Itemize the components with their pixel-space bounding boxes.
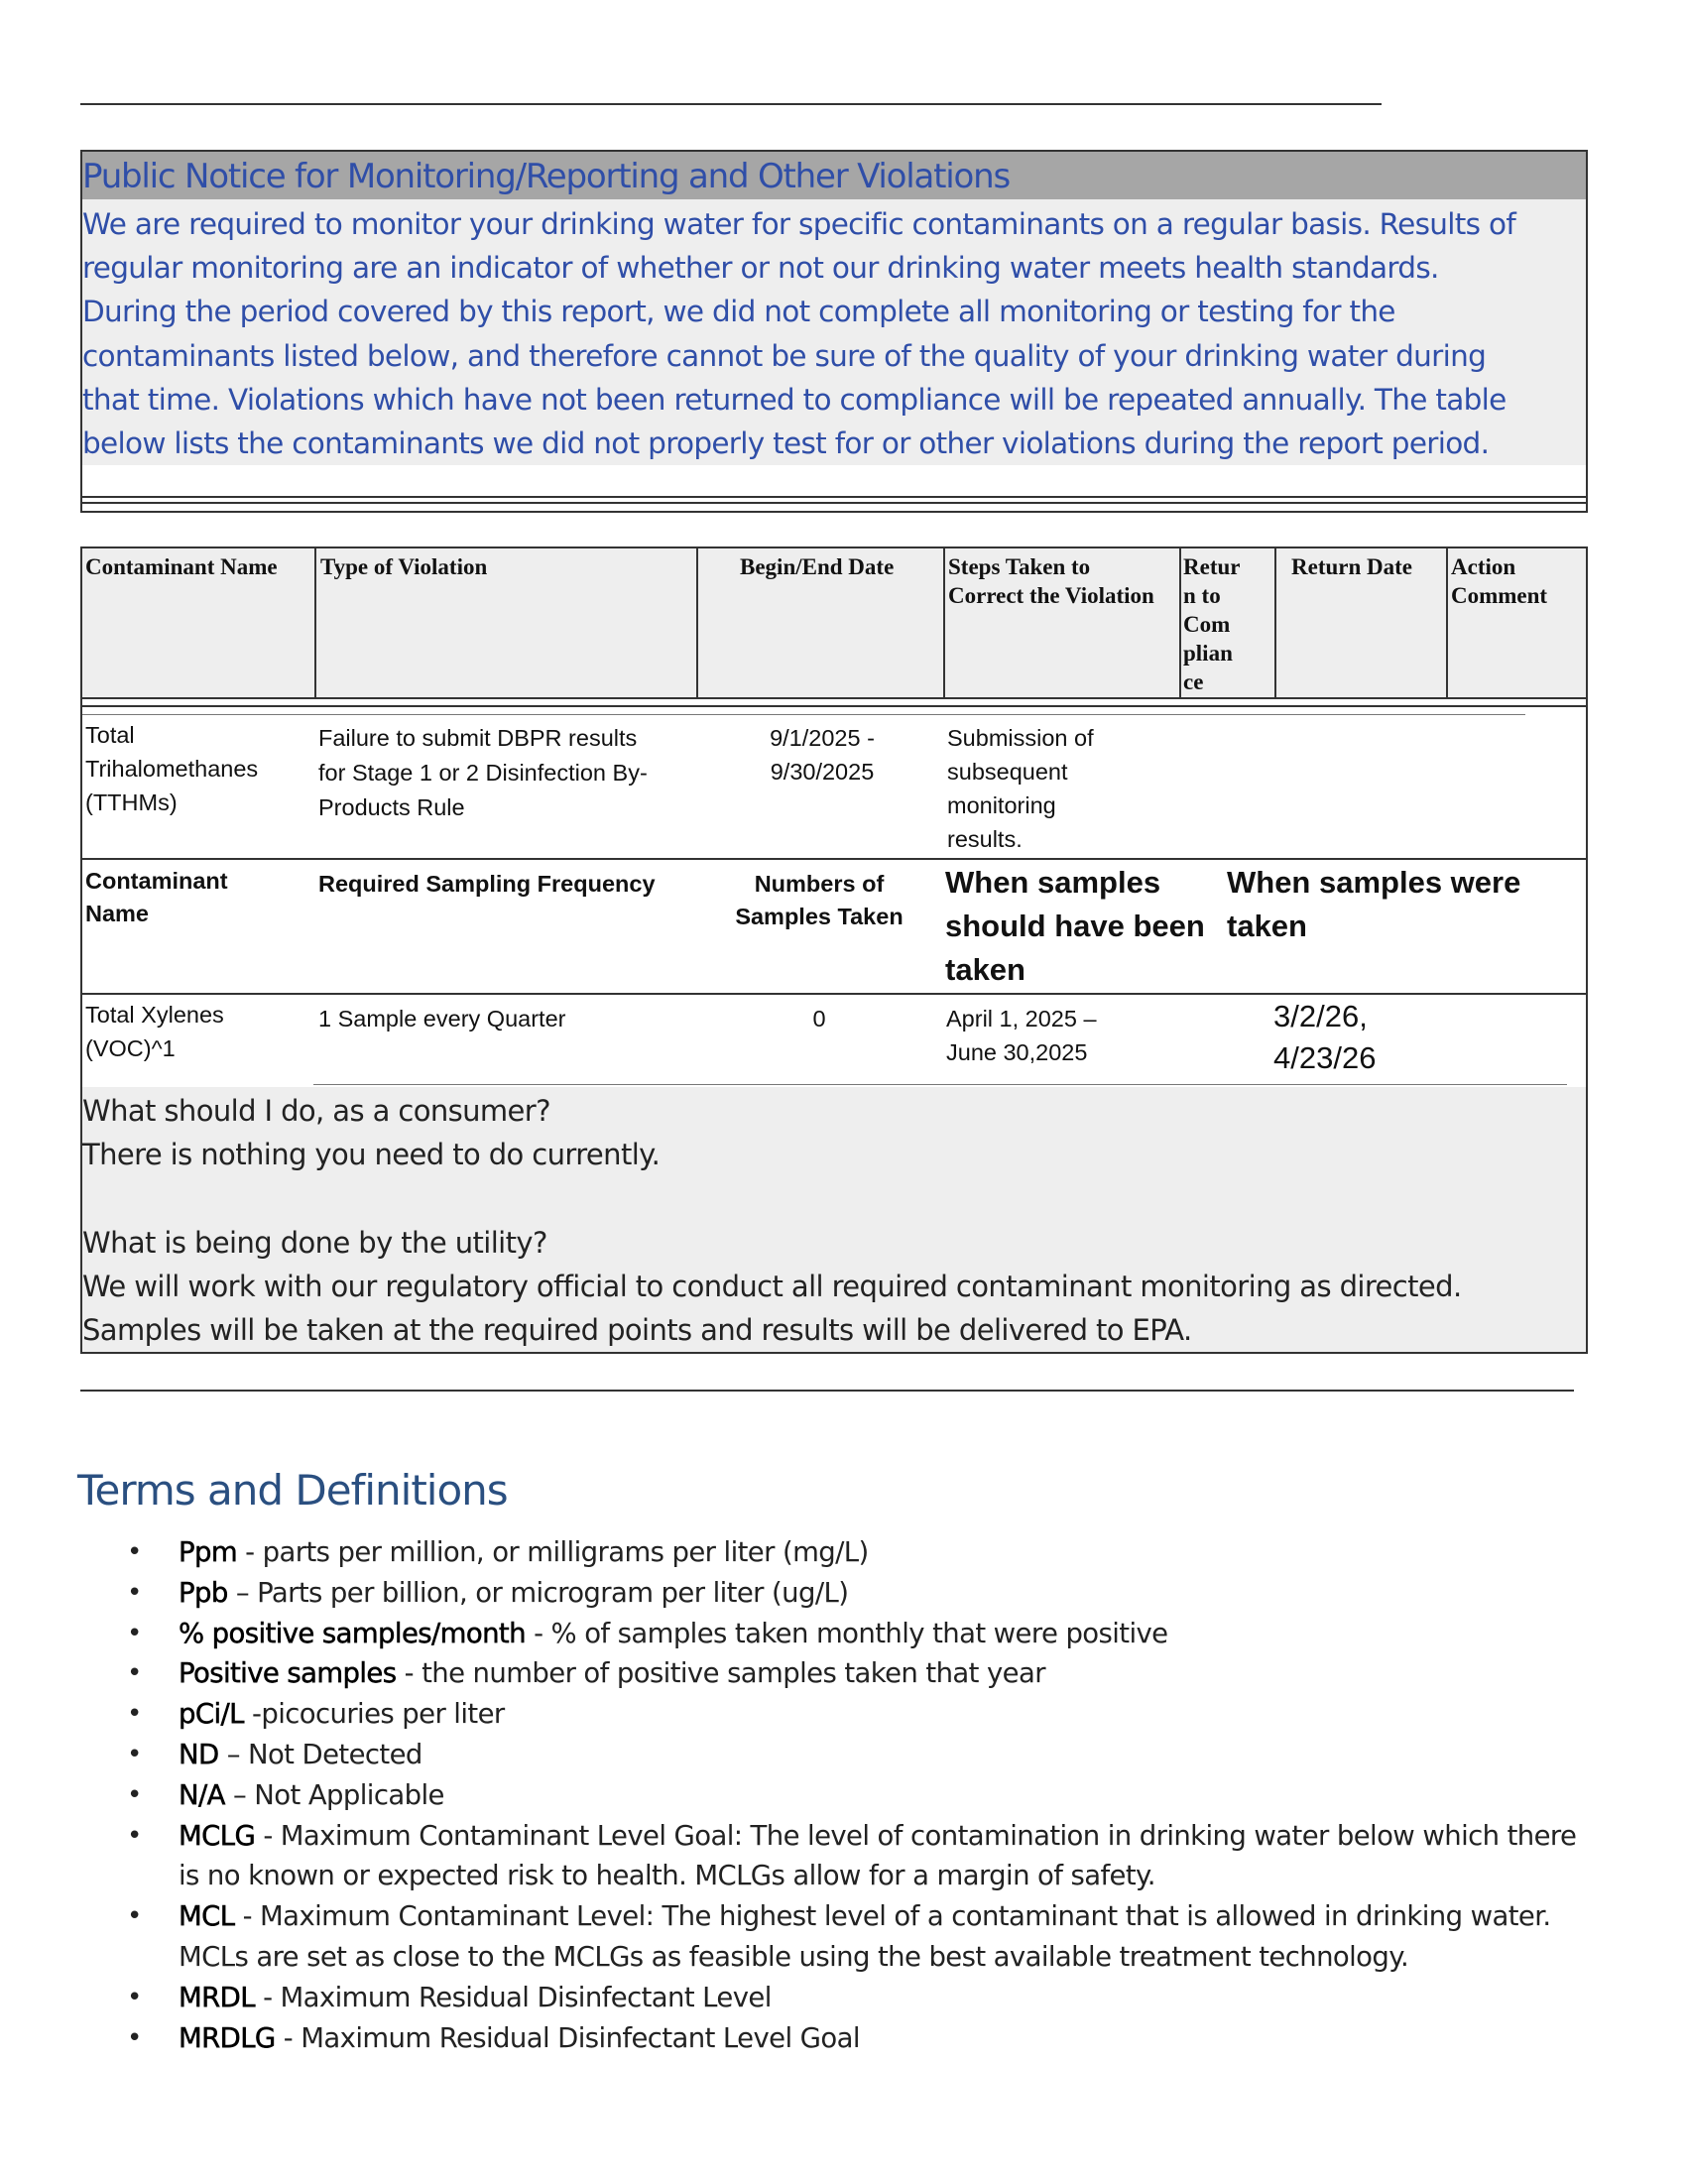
bullet-icon: • xyxy=(127,1577,142,1608)
bullet-icon: • xyxy=(127,2022,142,2053)
term-definition: - parts per million, or milligrams per liter (mg/L) xyxy=(237,1536,869,1568)
bullet-icon: • xyxy=(127,1982,142,2012)
row-inner-rule xyxy=(313,1084,1567,1085)
term-label: Positive samples xyxy=(179,1657,397,1690)
notice-line: During the period covered by this report, we did not complete all monitoring or testing for the xyxy=(82,295,1395,329)
bullet-icon: • xyxy=(127,1779,142,1810)
cell-contaminant xyxy=(85,718,258,819)
notice-title: Public Notice for Monitoring/Reporting and Other Violations xyxy=(82,157,1010,196)
notice-line: contaminants listed below, and therefore cannot be sure of the quality of your drinking water during xyxy=(82,338,1487,373)
term-definition: - Maximum Contaminant Level Goal: The level of contamination in drinking water below which there is no known or expected risk to health. MCLGs allow for a margin of safety. xyxy=(179,1819,1577,1892)
cell-line: Total Xylenes xyxy=(85,1002,224,1028)
term-definition: – Not Detected xyxy=(218,1738,422,1770)
row-divider xyxy=(82,993,1586,995)
header-contaminant-name: Contaminant Name xyxy=(85,554,278,579)
term-label: N/A xyxy=(179,1778,225,1811)
header-line: Steps Taken to xyxy=(948,554,1091,579)
term-item xyxy=(123,1614,1591,1654)
utility-answer: We will work with our regulatory official to conduct all required contaminant monitoring as directed. xyxy=(82,1269,1462,1303)
term-definition: - Maximum Residual Disinfectant Level xyxy=(254,1981,772,2013)
cell-xylenes-name xyxy=(85,998,224,1065)
term-label: MCL xyxy=(179,1900,235,1933)
cell-line: Total xyxy=(85,722,135,748)
consumer-info xyxy=(82,1089,1582,1352)
top-divider xyxy=(80,103,1382,105)
cell-line: results. xyxy=(947,826,1023,852)
cell-line: 9/1/2025 - xyxy=(770,725,875,751)
subheader-contaminant-name xyxy=(85,865,228,930)
cell-violation-type xyxy=(318,721,648,825)
term-label: % positive samples/month xyxy=(179,1617,526,1649)
notice-body xyxy=(82,202,1582,465)
term-item xyxy=(123,1653,1591,1694)
term-item xyxy=(123,1816,1591,1897)
subheader-line: When samples xyxy=(945,865,1161,900)
header-line: n to xyxy=(1183,583,1221,608)
header-line: Com xyxy=(1183,612,1231,637)
bullet-icon: • xyxy=(127,1901,142,1932)
header-line: Comment xyxy=(1451,583,1548,608)
header-bottom-rule xyxy=(82,697,1586,707)
header-line: Retur xyxy=(1183,554,1241,579)
term-definition: - % of samples taken monthly that were positive xyxy=(525,1617,1168,1649)
header-line: Correct the Violation xyxy=(948,583,1154,608)
subheader-line: When samples were xyxy=(1227,865,1521,900)
notice-line: We are required to monitor your drinking water for specific contaminants on a regular basis. Results of xyxy=(82,207,1516,241)
column-separator xyxy=(696,548,698,699)
bullet-icon: • xyxy=(127,1537,142,1567)
cell-line: April 1, 2025 – xyxy=(946,1006,1097,1031)
cell-line: monitoring xyxy=(947,792,1056,818)
column-separator xyxy=(1446,548,1448,699)
subheader-when-should-have-been-taken xyxy=(945,861,1205,992)
utility-question: What is being done by the utility? xyxy=(82,1225,547,1260)
cell-line: (TTHMs) xyxy=(85,789,178,815)
cell-line: (VOC)^1 xyxy=(85,1035,176,1061)
header-type-of-violation: Type of Violation xyxy=(320,554,488,579)
subheader-line: should have been xyxy=(945,909,1205,943)
consumer-question: What should I do, as a consumer? xyxy=(82,1094,550,1128)
cell-line: Submission of xyxy=(947,725,1094,751)
cell-when-taken xyxy=(1273,996,1376,1079)
subheader-when-were-taken xyxy=(1227,861,1520,948)
term-label: pCi/L xyxy=(179,1698,244,1731)
subheader-line: Numbers of xyxy=(754,871,885,897)
section-divider xyxy=(80,1390,1574,1392)
bullet-icon: • xyxy=(127,1658,142,1689)
term-label: MRDL xyxy=(179,1981,255,2013)
row-divider xyxy=(82,858,1586,860)
subheader-samples-taken xyxy=(720,868,918,933)
term-item xyxy=(123,1896,1591,1978)
term-definition: -picocuries per liter xyxy=(243,1698,505,1731)
header-action-comment xyxy=(1451,552,1547,610)
cell-sampling-frequency: 1 Sample every Quarter xyxy=(318,1006,566,1031)
subheader-line: taken xyxy=(945,952,1025,987)
utility-answer: Samples will be taken at the required points and results will be delivered to EPA. xyxy=(82,1313,1192,1347)
term-item xyxy=(123,1735,1591,1775)
cell-line: 3/2/26, xyxy=(1273,999,1368,1033)
term-definition: – Not Applicable xyxy=(224,1778,444,1811)
term-label: Ppb xyxy=(179,1576,228,1609)
column-separator xyxy=(1274,548,1276,699)
term-label: MRDLG xyxy=(179,2021,276,2054)
subheader-sampling-frequency: Required Sampling Frequency xyxy=(318,871,656,897)
term-item xyxy=(123,1775,1591,1816)
notice-line: below lists the contaminants we did not properly test for or other violations during the report period. xyxy=(82,426,1490,461)
column-separator xyxy=(314,548,316,699)
cell-line: June 30,2025 xyxy=(946,1039,1088,1065)
term-label: ND xyxy=(179,1738,219,1770)
terms-title: Terms and Definitions xyxy=(77,1466,508,1515)
header-return-to-compliance xyxy=(1183,552,1240,696)
cell-begin-end-date xyxy=(756,721,889,789)
header-return-date: Return Date xyxy=(1291,554,1412,579)
cell-samples-taken: 0 xyxy=(812,1006,826,1031)
term-item xyxy=(123,1694,1591,1735)
cell-steps-taken xyxy=(947,721,1094,856)
header-line: Action xyxy=(1451,554,1516,579)
bullet-icon: • xyxy=(127,1699,142,1730)
subheader-line: Name xyxy=(85,901,150,926)
term-label: Ppm xyxy=(179,1536,238,1568)
consumer-answer: There is nothing you need to do currently. xyxy=(82,1138,661,1172)
notice-line: that time. Violations which have not been returned to compliance will be repeated annually. The table xyxy=(82,382,1507,417)
term-definition: - Maximum Contaminant Level: The highest level of a contaminant that is allowed in drinking water. MCLs are set as close to the MCLGs as feasible using the best available treatment technology. xyxy=(179,1900,1551,1973)
spacer-line xyxy=(82,1176,1582,1220)
term-definition: - the number of positive samples taken that year xyxy=(396,1657,1045,1690)
header-begin-end-date: Begin/End Date xyxy=(740,554,895,579)
cell-line: Failure to submit DBPR results xyxy=(318,725,638,751)
subheader-line: Samples Taken xyxy=(735,904,904,929)
term-label: MCLG xyxy=(179,1819,256,1852)
terms-list xyxy=(123,1532,1591,2058)
bullet-icon: • xyxy=(127,1618,142,1648)
term-item xyxy=(123,1573,1591,1614)
column-separator xyxy=(1179,548,1181,699)
cell-line: Trihalomethanes xyxy=(85,756,259,782)
subheader-line: Contaminant xyxy=(85,868,228,894)
cell-line: Products Rule xyxy=(318,794,465,820)
header-steps-taken xyxy=(948,552,1154,610)
term-item xyxy=(123,1978,1591,2018)
notice-line: regular monitoring are an indicator of whether or not our drinking water meets health standards. xyxy=(82,251,1439,286)
term-definition: - Maximum Residual Disinfectant Level Goal xyxy=(275,2021,860,2054)
cell-line: 9/30/2025 xyxy=(770,759,875,785)
notice-bottom-rule xyxy=(82,496,1586,504)
header-line: ce xyxy=(1183,669,1204,694)
cell-line: for Stage 1 or 2 Disinfection By- xyxy=(318,760,648,786)
term-item xyxy=(123,1532,1591,1573)
cell-should-have-been-taken xyxy=(946,1002,1097,1069)
cell-line: subsequent xyxy=(947,759,1068,785)
column-separator xyxy=(943,548,945,699)
bullet-icon: • xyxy=(127,1820,142,1851)
cell-line: 4/23/26 xyxy=(1273,1040,1377,1075)
bullet-icon: • xyxy=(127,1739,142,1769)
header-inner-rule xyxy=(82,714,1525,715)
term-definition: – Parts per billion, or microgram per liter (ug/L) xyxy=(227,1576,849,1609)
subheader-line: taken xyxy=(1227,909,1307,943)
term-item xyxy=(123,2018,1591,2059)
header-line: plian xyxy=(1183,641,1233,666)
